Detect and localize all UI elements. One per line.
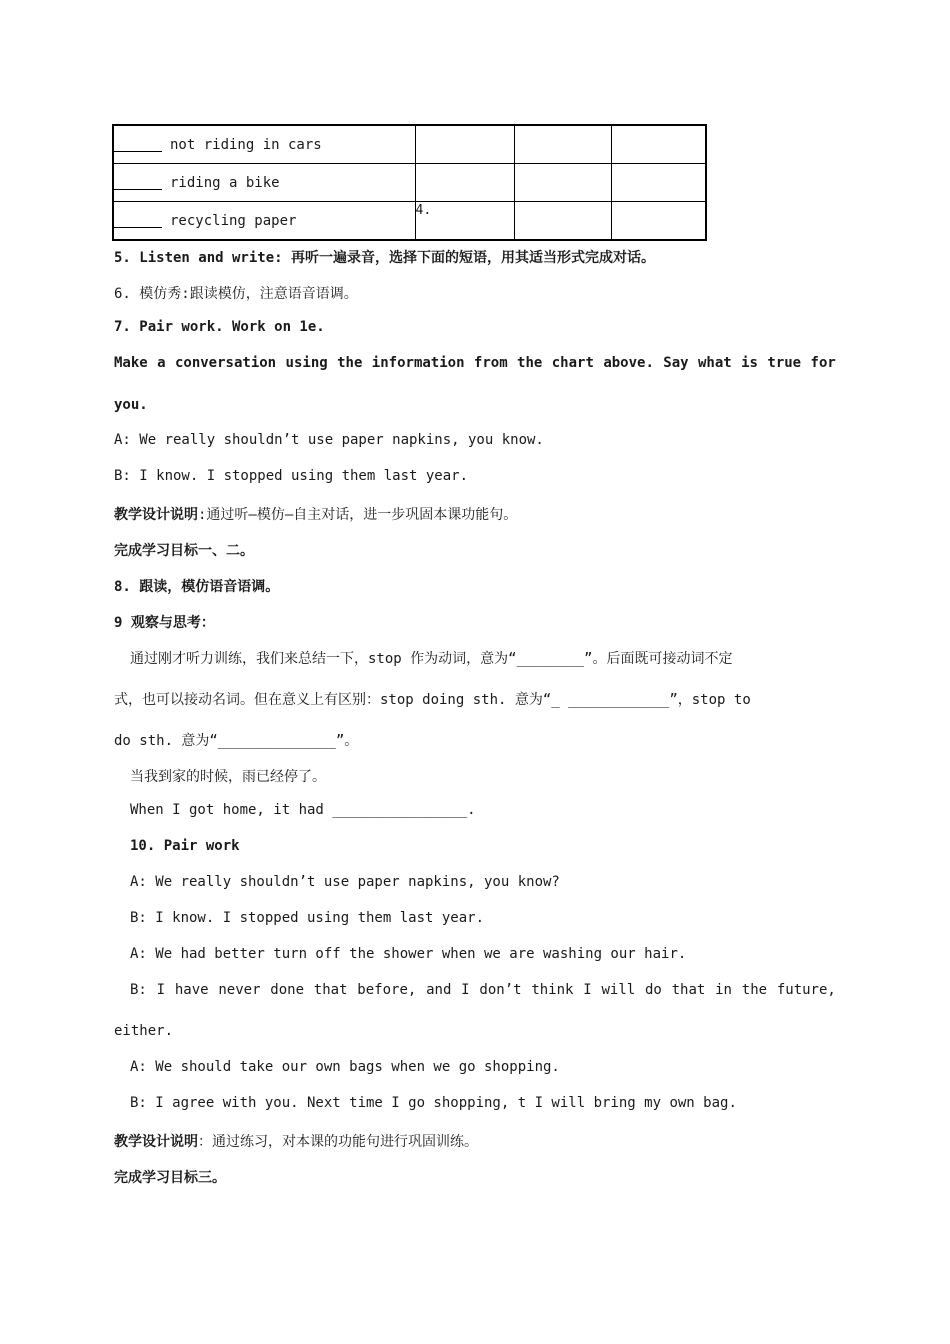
dialogue-line: B: I know. I stopped using them last year. bbox=[130, 910, 485, 926]
row-label: recycling paper bbox=[170, 212, 297, 229]
word: is bbox=[741, 355, 758, 371]
design-note-label: 教学设计说明 bbox=[114, 1134, 198, 1150]
word: in bbox=[715, 982, 732, 998]
word: chart bbox=[551, 355, 594, 371]
dialogue-line: A: We really shouldn’t use paper napkins, you know? bbox=[130, 874, 560, 890]
design-note-label: 教学设计说明 bbox=[114, 507, 198, 523]
text-span: 式，也可以接动名词。但在意义上有区别：stop doing sth. 意为“ bbox=[114, 692, 552, 708]
dialogue-line bbox=[130, 982, 836, 998]
fill-blank: _ ____________ bbox=[551, 692, 670, 708]
learning-goal: 完成学习目标三。 bbox=[114, 1170, 226, 1186]
word: I bbox=[156, 982, 166, 998]
text-span: ”，stop to bbox=[669, 692, 751, 708]
row-label-cell bbox=[113, 164, 415, 202]
text-span: do sth. 意为“ bbox=[114, 733, 218, 749]
dialogue-line: A: We had better turn off the shower when we are washing our hair. bbox=[130, 946, 687, 962]
answer-blank bbox=[114, 137, 162, 152]
item-7-instruction-end: you. bbox=[114, 397, 148, 413]
text-span: When I got home, it had bbox=[130, 802, 324, 818]
dialogue-line: A: We should take our own bags when we go shopping. bbox=[130, 1059, 560, 1075]
row-label: not riding in cars bbox=[170, 136, 322, 153]
table-cell bbox=[415, 125, 514, 164]
word: B: bbox=[130, 982, 147, 998]
answer-blank bbox=[114, 213, 162, 228]
table-cell bbox=[611, 164, 706, 202]
word: I bbox=[583, 982, 592, 998]
fill-blank: ________________ bbox=[332, 802, 468, 818]
learning-goal: 完成学习目标一、二。 bbox=[114, 543, 254, 559]
design-note bbox=[114, 504, 517, 524]
word: future, bbox=[776, 982, 836, 998]
item-7-instruction bbox=[114, 355, 836, 371]
word: I bbox=[461, 982, 470, 998]
item-8: 8. 跟读，模仿语音语调。 bbox=[114, 579, 280, 595]
answer-blank bbox=[114, 175, 162, 190]
text-span: ”。 bbox=[335, 733, 359, 749]
table-cell bbox=[514, 202, 611, 241]
item-9-chinese-sentence: 当我到家的时候，雨已经停了。 bbox=[130, 769, 326, 785]
item-9-paragraph-2 bbox=[114, 689, 751, 709]
design-note-text: ：通过练习，对本课的功能句进行巩固训练。 bbox=[198, 1134, 478, 1150]
design-note bbox=[114, 1131, 478, 1151]
word: have bbox=[174, 982, 209, 998]
word: using bbox=[285, 355, 328, 371]
word: will bbox=[601, 982, 636, 998]
text-span: 通过刚才听力训练，我们来总结一下，stop 作为动词，意为“ bbox=[130, 651, 517, 667]
text-span: ”。后面既可接动词不定 bbox=[584, 651, 733, 667]
item-9: 9 观察与思考： bbox=[114, 615, 215, 631]
table-cell bbox=[611, 202, 706, 241]
word: done bbox=[270, 982, 305, 998]
table-cell bbox=[415, 164, 514, 202]
word: Make bbox=[114, 355, 148, 371]
item-9-paragraph-1 bbox=[130, 648, 732, 668]
item-7: 7. Pair work. Work on 1e. bbox=[114, 319, 325, 335]
dialogue-line: either. bbox=[114, 1023, 174, 1039]
table-cell bbox=[514, 125, 611, 164]
fill-blank: ______________ bbox=[217, 733, 336, 749]
word: that bbox=[671, 982, 706, 998]
text-span: . bbox=[467, 802, 476, 818]
dialogue-line: B: I know. I stopped using them last year. bbox=[114, 468, 469, 484]
word: a bbox=[157, 355, 166, 371]
word: that bbox=[313, 982, 348, 998]
cell-note: 4. bbox=[415, 203, 432, 218]
word: true bbox=[767, 355, 802, 371]
word: never bbox=[218, 982, 261, 998]
row-label-cell bbox=[113, 125, 415, 164]
table-cell bbox=[415, 202, 514, 241]
word: the bbox=[517, 355, 543, 371]
item-10: 10. Pair work bbox=[130, 838, 240, 854]
survey-chart bbox=[112, 124, 707, 241]
dialogue-line: B: I agree with you. Next time I go shopping, t I will bring my own bag. bbox=[130, 1095, 737, 1111]
word: the bbox=[337, 355, 363, 371]
fill-blank: ________ bbox=[516, 651, 585, 667]
word: the bbox=[741, 982, 768, 998]
design-note-text: :通过听—模仿—自主对话，进一步巩固本课功能句。 bbox=[198, 507, 518, 523]
word: for bbox=[810, 355, 836, 371]
table-row bbox=[113, 164, 706, 202]
word: think bbox=[531, 982, 574, 998]
word: what bbox=[698, 355, 732, 371]
word: and bbox=[426, 982, 452, 998]
table-cell bbox=[611, 125, 706, 164]
item-5: 5. Listen and write: 再听一遍录音，选择下面的短语，用其适当形式完成对话。 bbox=[114, 250, 656, 266]
word: Say bbox=[663, 355, 689, 371]
table-cell bbox=[514, 164, 611, 202]
word: above. bbox=[603, 355, 654, 371]
item-6: 6. 模仿秀:跟读模仿，注意语音语调。 bbox=[114, 286, 358, 302]
table-row bbox=[113, 125, 706, 164]
item-9-paragraph-3 bbox=[114, 730, 358, 750]
word: conversation bbox=[174, 355, 277, 371]
word: information bbox=[371, 355, 465, 371]
word: do bbox=[644, 982, 662, 998]
row-label: riding a bike bbox=[170, 174, 280, 191]
row-label-cell bbox=[113, 202, 415, 241]
dialogue-line: A: We really shouldn’t use paper napkins, you know. bbox=[114, 432, 544, 448]
word: before, bbox=[357, 982, 417, 998]
table-row bbox=[113, 202, 706, 241]
item-9-english-sentence bbox=[130, 802, 476, 818]
word: don’t bbox=[479, 982, 522, 998]
word: from bbox=[473, 355, 508, 371]
